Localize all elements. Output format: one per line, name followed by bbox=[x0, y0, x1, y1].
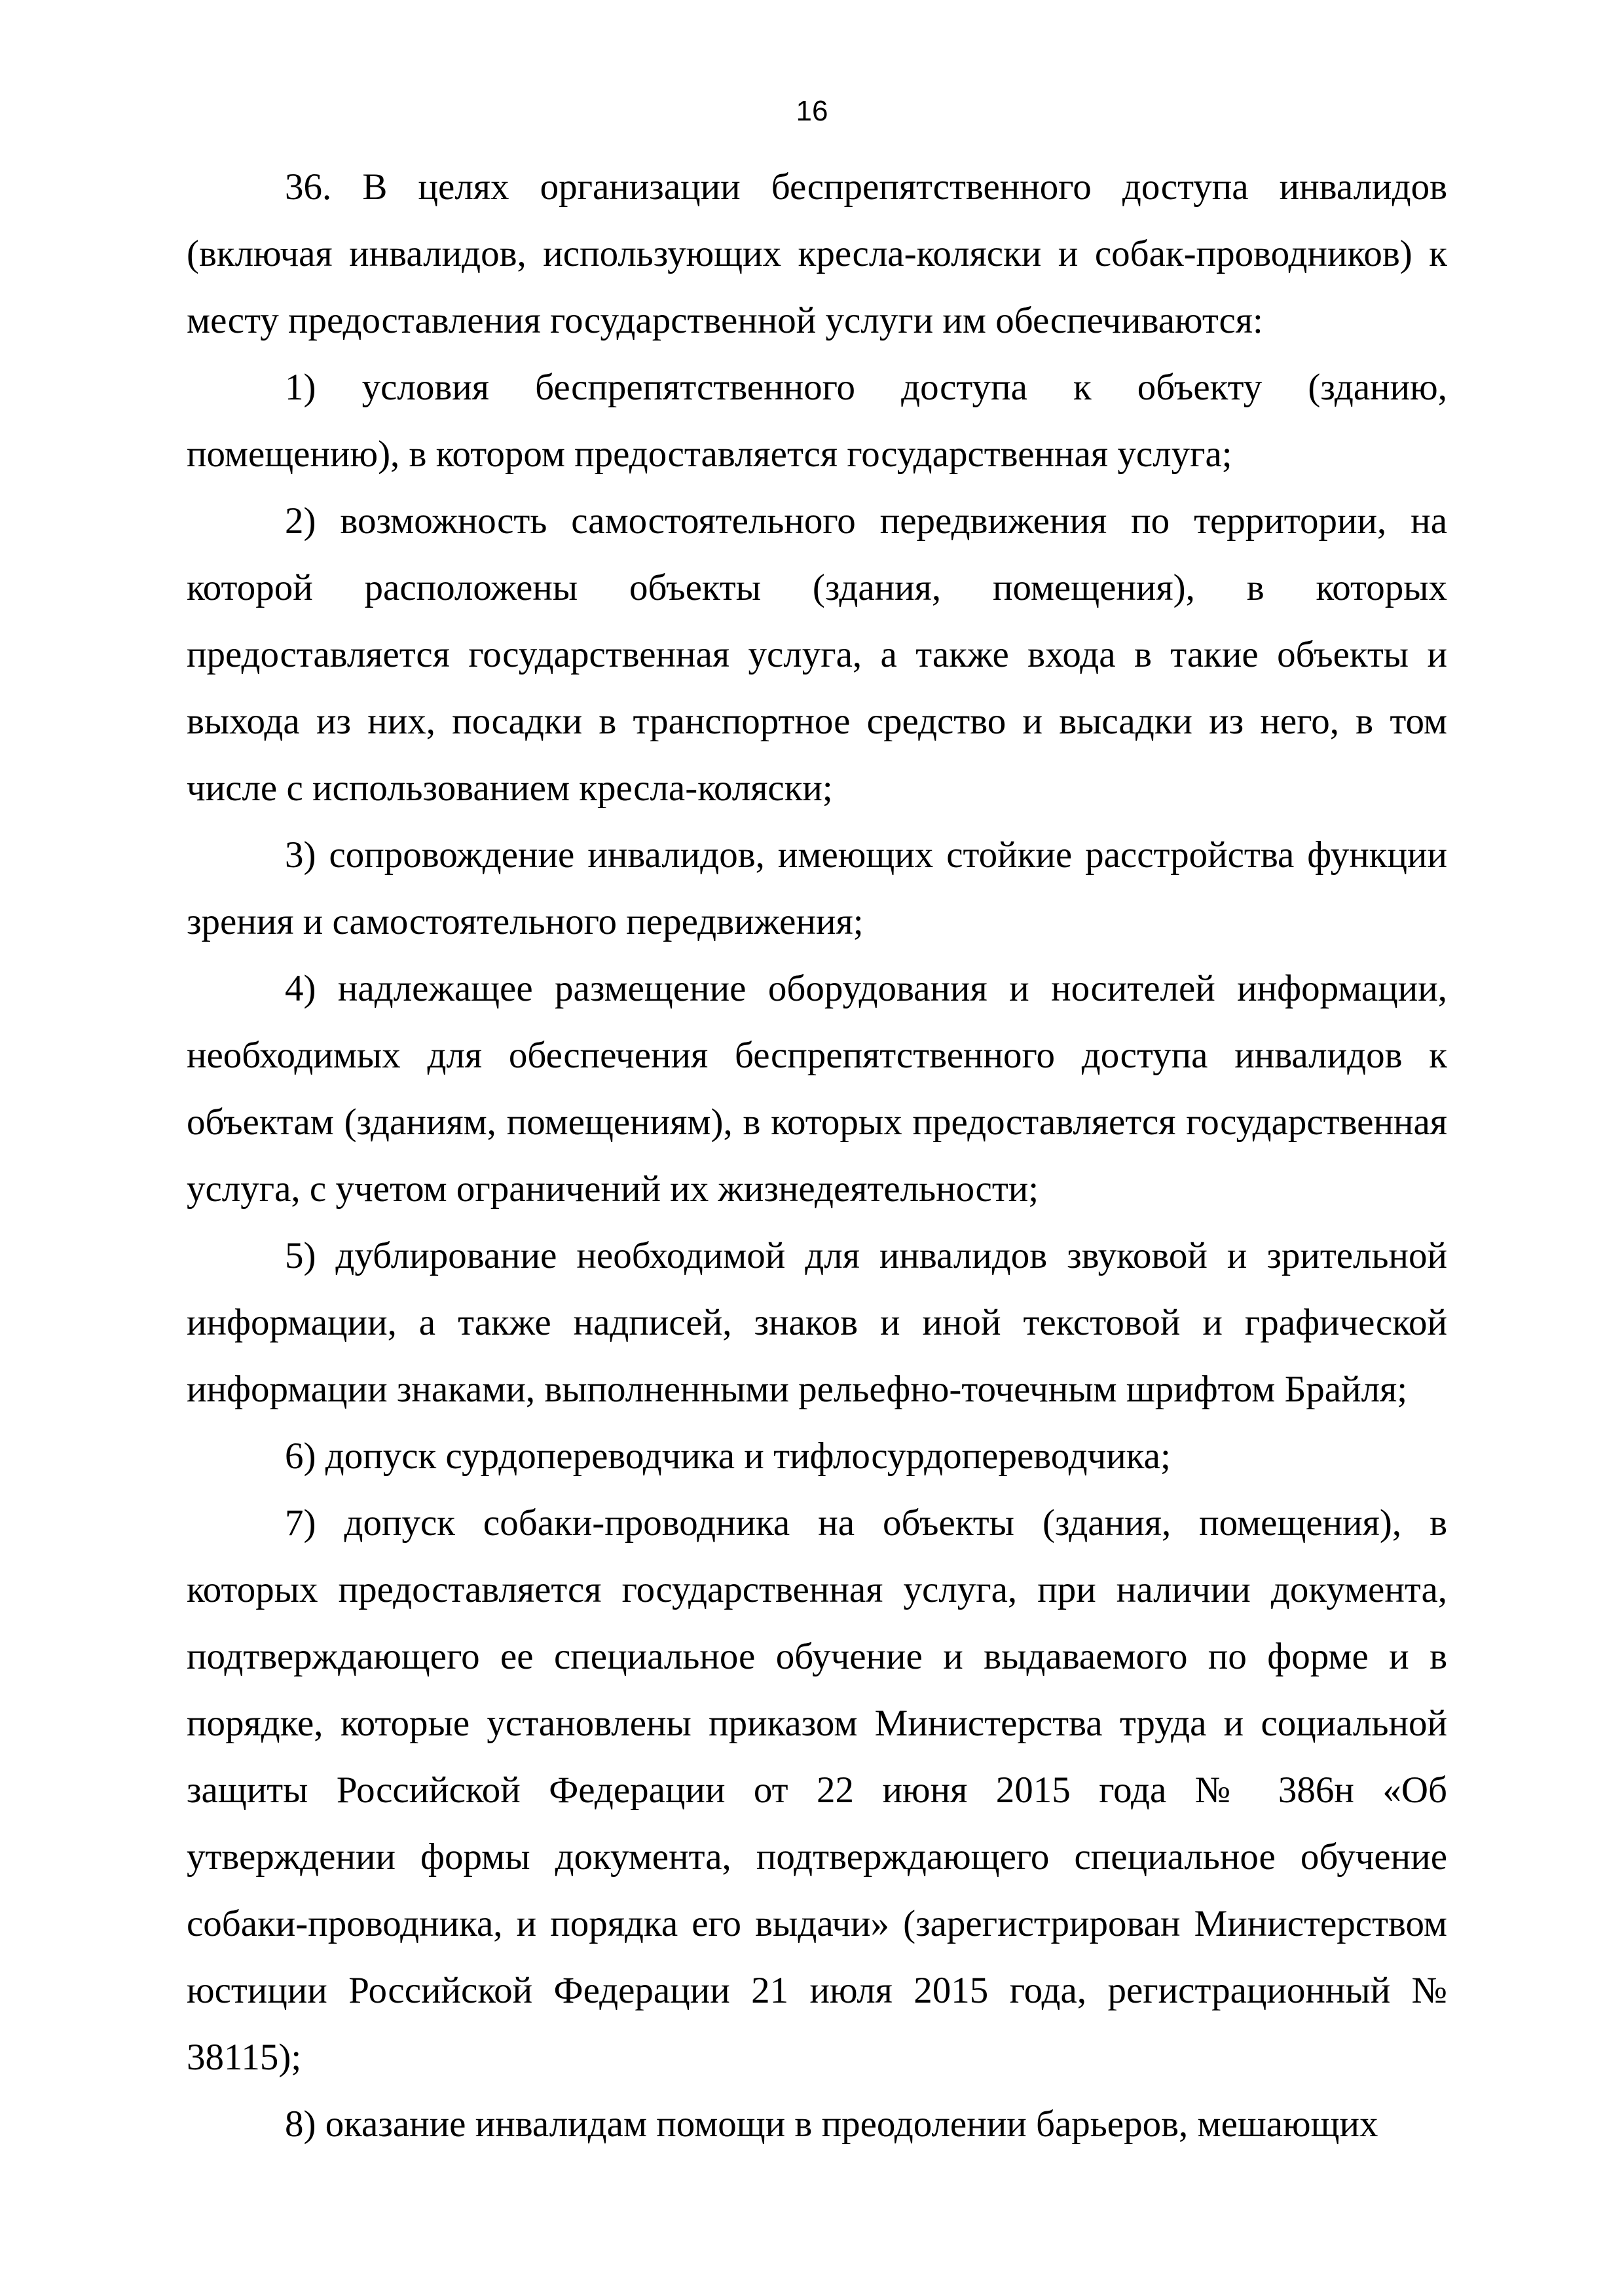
paragraph-36: 36. В целях организации беспрепятственного доступа инвалидов (включая инвалидов, использующих кресла-коляски и собак-проводников) к месту предоставления государственной услуги им обеспечиваются: bbox=[187, 166, 1447, 341]
list-item-8: 8) оказание инвалидам помощи в преодолении барьеров, мешающих bbox=[285, 2103, 1378, 2145]
list-item-6: 6) допуск сурдопереводчика и тифлосурдопереводчика; bbox=[285, 1435, 1171, 1477]
list-item-2: 2) возможность самостоятельного передвижения по территории, на которой расположены объекты (здания, помещения), в которых предоставляется государственная услуга, а также входа в такие объекты и выхода из них, посадки в транспортное средство и высадки из него, в том числе с использованием кресла-коляски; bbox=[187, 500, 1447, 809]
document-body bbox=[187, 154, 1447, 2158]
page-number: 16 bbox=[796, 95, 828, 127]
list-item-7: 7) допуск собаки-проводника на объекты (здания, помещения), в которых предоставляется государственная услуга, при наличии документа, подтверждающего ее специальное обучение и выдаваемого по форме и в порядке, которые установлены приказом Министерства труда и социальной защиты Российской Федерации от 22 июня 2015 года № 386н «Об утверждении формы документа, подтверждающего специальное обучение собаки-проводника, и порядка его выдачи» (зарегистрирован Министерством юстиции Российской Федерации 21 июля 2015 года, регистрационный № 38115); bbox=[187, 1502, 1447, 2078]
list-item-3: 3) сопровождение инвалидов, имеющих стойкие расстройства функции зрения и самостоятельного передвижения; bbox=[187, 834, 1447, 942]
list-item-4: 4) надлежащее размещение оборудования и носителей информации, необходимых для обеспечения беспрепятственного доступа инвалидов к объектам (зданиям, помещениям), в которых предоставляется государственная услуга, с учетом ограничений их жизнедеятельности; bbox=[187, 968, 1447, 1210]
list-item-1: 1) условия беспрепятственного доступа к объекту (зданию, помещению), в котором предоставляется государственная услуга; bbox=[187, 367, 1447, 475]
list-item-5: 5) дублирование необходимой для инвалидов звуковой и зрительной информации, а также надписей, знаков и иной текстовой и графической информации знаками, выполненными рельефно-точечным шрифтом Брайля; bbox=[187, 1235, 1447, 1410]
